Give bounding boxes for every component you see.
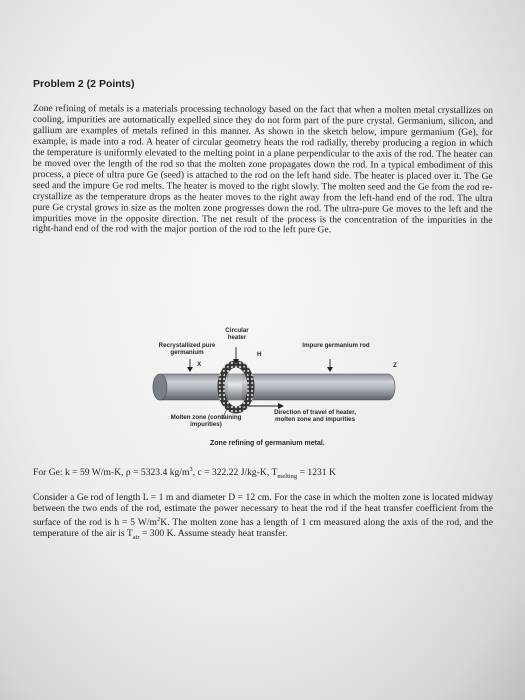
letter-x: X <box>197 361 202 368</box>
props-lead: For Ge: <box>33 467 65 479</box>
prop-rho-exponent: 3 <box>189 466 193 473</box>
label-molten-zone: Molten zone (containing impurities) <box>170 414 242 428</box>
molten-zone <box>228 374 242 400</box>
question-h-exponent: 2 <box>157 516 161 523</box>
prop-t-subscript: melting <box>277 473 298 481</box>
prop-k: k = 59 W/m-K, <box>64 467 126 479</box>
label-recrystallized-germanium: Recrystallized pure germanium <box>158 342 216 356</box>
prop-c: , c = 322.22 J/kg-K, T <box>192 467 278 479</box>
question-part-3: = 300 K. Assume steady heat transfer. <box>139 528 288 540</box>
prop-t-value: = 1231 K <box>297 467 336 479</box>
letter-y: Y <box>241 367 246 374</box>
germanium-rod <box>153 374 395 400</box>
label-circular-heater: Circular heater <box>225 327 249 341</box>
zone-refining-figure <box>130 325 410 455</box>
letter-h: H <box>257 351 262 358</box>
problem-title: Problem 2 (2 Points) <box>33 78 135 90</box>
figure-caption: Zone refining of germanium metal. <box>210 440 325 447</box>
question-part-2: K. The molten zone has a length of 1 cm measured along the axis of the rod, and the temperature of the air is T <box>33 517 493 540</box>
prop-rho: ρ = 5323.4 kg/m <box>125 467 190 479</box>
problem-intro-paragraph: Zone refining of metals is a materials processing technology based on the fact that when a molten metal crystallizes on cooling, impurities are automatically expelled since they do not form part of the pure crystal. Germanium, silicon, and gallium are examples of metals refined in this manner. As shown in the sketch below, impure germanium (Ge), for example, is made into a rod. A heater of circular geometry heats the rod radially, thereby producing a region in which the temperature is uniformly elevated to the melting point in a plane perpendicular to the axis of the rod. The heater can be moved over the length of the rod so that the molten zone propagates down the rod. In a typical embodiment of this process, a piece of ultra pure Ge (seed) is attached to the rod on the left hand side. The heater is placed over it. The Ge seed and the impure Ge rod melts. The heater is moved to the right slowly. The molten seed and the Ge from the rod re-crystallize as the temperature drops as the heater moves to the right away from the left-hand end of the rod. The ultra pure Ge crystal grows in size as the molten zone progresses down the rod. The ultra-pure Ge moves to the left and the impurities move in the opposite direction. The net result of the process is the concentration of the impurities in the right-hand end of the rod with the major portion of the rod to the left pure Ge. <box>32 103 493 236</box>
question-part-1: Consider a Ge rod of length L = 1 m and diameter D = 12 cm. For the case in which the molten zone is located midway between the two ends of the rod, estimate the power necessary to heat the rod if the heat transfer coefficient from the surface of the rod is h = 5 W/m <box>33 492 493 529</box>
label-impure-germanium-rod: Impure germanium rod <box>302 342 370 349</box>
material-properties <box>33 466 336 480</box>
letter-z: Z <box>393 362 397 369</box>
label-direction-of-travel: Direction of travel of heater, molten zone and impurities <box>274 409 356 423</box>
question-t-subscript: air <box>132 534 140 542</box>
question-paragraph <box>33 492 493 543</box>
